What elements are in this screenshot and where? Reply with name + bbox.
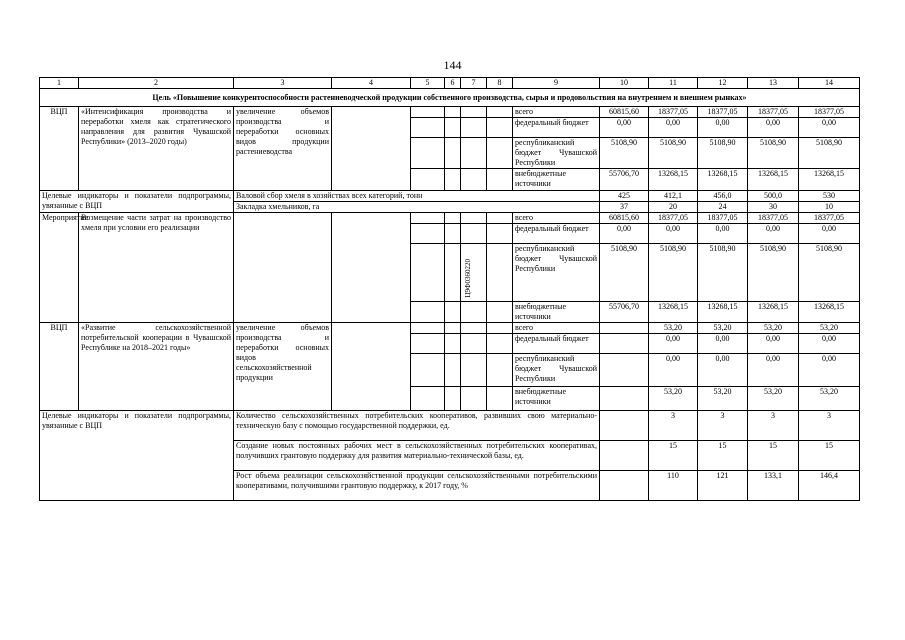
value-cell: 0,00 (748, 334, 799, 354)
header-cell: 6 (445, 78, 461, 89)
code-cell (445, 244, 461, 302)
value-cell: 0,00 (649, 354, 698, 387)
indicator-value (600, 441, 649, 471)
empty-cell (332, 107, 411, 191)
vcp2-type: ВЦП (40, 323, 79, 411)
indicator-value: 500,0 (748, 191, 799, 202)
vcp1-purpose: увеличение объемов производства и переработки основных видов продукции растениеводства (234, 107, 332, 191)
code-cell (445, 323, 461, 334)
code-cell (445, 334, 461, 354)
code-cell (487, 302, 513, 323)
program-table (39, 77, 860, 501)
table-row (40, 323, 860, 334)
value-cell: 5108,90 (748, 138, 799, 169)
code-cell (487, 169, 513, 191)
value-cell: 13268,15 (748, 169, 799, 191)
code-cell (411, 213, 445, 224)
indicator-value: 456,0 (698, 191, 748, 202)
value-cell: 0,00 (698, 354, 748, 387)
value-cell: 55706,70 (600, 169, 649, 191)
value-cell: 0,00 (649, 118, 698, 138)
indicator-value: 3 (698, 411, 748, 441)
code-cell (411, 354, 445, 387)
value-cell: 0,00 (600, 118, 649, 138)
value-cell: 13268,15 (698, 302, 748, 323)
code-cell (487, 213, 513, 224)
value-cell: 13268,15 (649, 169, 698, 191)
empty-cell (332, 323, 411, 411)
vcp1-name: «Интенсификация производства и переработки хмеля как стратегического направления для развития Чувашской Республики» (2013–2020 годы) (79, 107, 234, 191)
value-cell: 18377,05 (748, 213, 799, 224)
code-cell (411, 334, 445, 354)
code-cell (445, 118, 461, 138)
indicator-value: 20 (649, 202, 698, 213)
code-cell (411, 244, 445, 302)
value-cell (600, 323, 649, 334)
indicator-name: Создание новых постоянных рабочих мест в сельскохозяйственных потребительских кооперативах, получивших грантовую поддержку для развития материально-технической базы, ед. (234, 441, 600, 471)
code-cell (487, 323, 513, 334)
code-cell (445, 302, 461, 323)
indicator-value: 133,1 (748, 471, 799, 501)
value-cell: 55706,70 (600, 302, 649, 323)
header-cell: 3 (234, 78, 332, 89)
value-cell: 53,20 (649, 323, 698, 334)
value-cell: 5108,90 (698, 244, 748, 302)
indicator-value: 15 (799, 441, 860, 471)
indicator-name: Количество сельскохозяйственных потребительских кооперативов, развивших свою материально-техническую базу с помощью государственной поддержки, ед. (234, 411, 600, 441)
value-cell: 53,20 (799, 323, 860, 334)
value-cell (600, 354, 649, 387)
value-cell: 13268,15 (698, 169, 748, 191)
source-label: республиканский бюджет Чувашской Республики (513, 138, 600, 169)
value-cell: 53,20 (698, 323, 748, 334)
value-cell: 53,20 (748, 387, 799, 411)
code-cell (461, 213, 487, 224)
value-cell: 53,20 (748, 323, 799, 334)
code-cell (445, 213, 461, 224)
page-number: 144 (443, 58, 462, 72)
code-cell (487, 244, 513, 302)
value-cell: 5108,90 (799, 244, 860, 302)
value-cell: 13268,15 (799, 302, 860, 323)
value-cell: 0,00 (698, 224, 748, 244)
source-label: федеральный бюджет (513, 118, 600, 138)
header-cell: 9 (513, 78, 600, 89)
vcp2-purpose: увеличение объемов производства и переработки основных видов сельскохозяйственной продукции (234, 323, 332, 411)
goal-title: Цель «Повышение конкурентоспособности растениеводческой продукции собственного производства, сырья и продовольствия на внутреннем и внешнем рынках» (40, 89, 860, 107)
header-cell: 10 (600, 78, 649, 89)
indicator-value: 15 (748, 441, 799, 471)
indicator-value: 3 (649, 411, 698, 441)
indicator-value: 3 (748, 411, 799, 441)
indicator-value: 15 (649, 441, 698, 471)
source-label: федеральный бюджет (513, 224, 600, 244)
indicator-value: 37 (600, 202, 649, 213)
indicator-name: Валовой сбор хмеля в хозяйствах всех категорий, тонн (234, 191, 600, 202)
code-cell (461, 354, 487, 387)
value-cell: 18377,05 (698, 107, 748, 118)
value-cell: 13268,15 (748, 302, 799, 323)
indicator-name: Рост объема реализации сельскохозяйственной продукции сельскохозяйственными потребительскими кооперативами, получившими грантовую поддержку, к 2017 году, % (234, 471, 600, 501)
vcp1-type: ВЦП (40, 107, 79, 191)
source-label: внебюджетные источники (513, 302, 600, 323)
value-cell: 0,00 (799, 118, 860, 138)
value-cell: 13268,15 (799, 169, 860, 191)
value-cell: 18377,05 (649, 213, 698, 224)
value-cell: 53,20 (698, 387, 748, 411)
source-label: федеральный бюджет (513, 334, 600, 354)
indicator-value (600, 471, 649, 501)
event-name: Возмещение части затрат на производство хмеля при условии его реализации (79, 213, 234, 323)
value-cell: 0,00 (600, 224, 649, 244)
empty-cell (332, 213, 411, 323)
header-cell: 5 (411, 78, 445, 89)
header-cell: 14 (799, 78, 860, 89)
code-cell (445, 138, 461, 169)
code-cell (445, 387, 461, 411)
header-cell: 11 (649, 78, 698, 89)
code-cell (461, 387, 487, 411)
source-label: республиканский бюджет Чувашской Республики (513, 354, 600, 387)
value-cell: 18377,05 (649, 107, 698, 118)
value-cell: 5108,90 (799, 138, 860, 169)
table-row (40, 89, 860, 107)
value-cell (600, 334, 649, 354)
value-cell: 0,00 (698, 334, 748, 354)
indicator-value: 3 (799, 411, 860, 441)
code-cell (411, 387, 445, 411)
indicator-value: 15 (698, 441, 748, 471)
indicator-value (600, 411, 649, 441)
indicator-value: 30 (748, 202, 799, 213)
code-cell (461, 244, 487, 302)
code-cell (461, 323, 487, 334)
code-cell (461, 334, 487, 354)
header-cell: 1 (40, 78, 79, 89)
code-cell (411, 107, 445, 118)
header-cell: 12 (698, 78, 748, 89)
value-cell: 0,00 (748, 118, 799, 138)
value-cell: 5108,90 (748, 244, 799, 302)
code-cell (487, 224, 513, 244)
table-row (40, 411, 860, 441)
value-cell: 0,00 (799, 354, 860, 387)
code-cell (487, 387, 513, 411)
ind2-label: Целевые индикаторы и показатели подпрограммы, увязанные с ВЦП (40, 411, 234, 501)
value-cell: 0,00 (799, 224, 860, 244)
indicator-value: 412,1 (649, 191, 698, 202)
value-cell: 18377,05 (698, 213, 748, 224)
code-cell (411, 323, 445, 334)
code-cell (445, 354, 461, 387)
source-label: внебюджетные источники (513, 387, 600, 411)
code-cell (461, 118, 487, 138)
code-cell (445, 224, 461, 244)
indicator-value: 10 (799, 202, 860, 213)
value-cell: 0,00 (799, 334, 860, 354)
code-cell (411, 224, 445, 244)
indicator-value: 110 (649, 471, 698, 501)
value-cell: 5108,90 (649, 244, 698, 302)
vcp2-name: «Развитие сельскохозяйственной потребительской кооперации в Чувашской Республике на 2018–2021 годы» (79, 323, 234, 411)
indicator-value: 425 (600, 191, 649, 202)
code-cell (461, 302, 487, 323)
value-cell: 5108,90 (649, 138, 698, 169)
code-cell (411, 118, 445, 138)
value-cell: 5108,90 (600, 244, 649, 302)
source-label: всего (513, 323, 600, 334)
table-row (40, 213, 860, 224)
budget-code: Ц9Ф0360220 (464, 259, 472, 298)
source-label: внебюджетные источники (513, 169, 600, 191)
value-cell: 60815,60 (600, 107, 649, 118)
header-cell: 8 (487, 78, 513, 89)
code-cell (445, 169, 461, 191)
source-label: республиканский бюджет Чувашской Республики (513, 244, 600, 302)
code-cell (461, 107, 487, 118)
value-cell: 18377,05 (748, 107, 799, 118)
source-label: всего (513, 107, 600, 118)
value-cell: 0,00 (698, 118, 748, 138)
event-type: Мероприятие (40, 213, 79, 323)
source-label: всего (513, 213, 600, 224)
event-purpose-empty (234, 213, 332, 323)
header-cell: 2 (79, 78, 234, 89)
table-row (40, 191, 860, 202)
header-cell: 4 (332, 78, 411, 89)
value-cell: 13268,15 (649, 302, 698, 323)
value-cell: 5108,90 (698, 138, 748, 169)
value-cell: 60815,60 (600, 213, 649, 224)
indicator-name: Закладка хмельников, га (234, 202, 600, 213)
code-cell (461, 224, 487, 244)
code-cell (487, 334, 513, 354)
code-cell (487, 107, 513, 118)
code-cell (411, 302, 445, 323)
value-cell: 18377,05 (799, 107, 860, 118)
code-cell (487, 118, 513, 138)
value-cell: 0,00 (748, 224, 799, 244)
code-cell (411, 138, 445, 169)
ind1-label: Целевые индикаторы и показатели подпрограммы, увязанные с ВЦП (40, 191, 234, 213)
code-cell (461, 169, 487, 191)
code-cell (461, 138, 487, 169)
indicator-value: 24 (698, 202, 748, 213)
indicator-value: 146,4 (799, 471, 860, 501)
code-cell (411, 169, 445, 191)
indicator-value: 530 (799, 191, 860, 202)
indicator-value: 121 (698, 471, 748, 501)
value-cell: 53,20 (649, 387, 698, 411)
code-cell (445, 107, 461, 118)
value-cell: 5108,90 (600, 138, 649, 169)
table-row (40, 107, 860, 118)
value-cell: 0,00 (748, 354, 799, 387)
value-cell: 0,00 (649, 334, 698, 354)
value-cell: 0,00 (649, 224, 698, 244)
header-cell: 13 (748, 78, 799, 89)
code-cell (487, 138, 513, 169)
value-cell (600, 387, 649, 411)
value-cell: 18377,05 (799, 213, 860, 224)
table-row (40, 78, 860, 89)
header-cell: 7 (461, 78, 487, 89)
code-cell (487, 354, 513, 387)
value-cell: 53,20 (799, 387, 860, 411)
